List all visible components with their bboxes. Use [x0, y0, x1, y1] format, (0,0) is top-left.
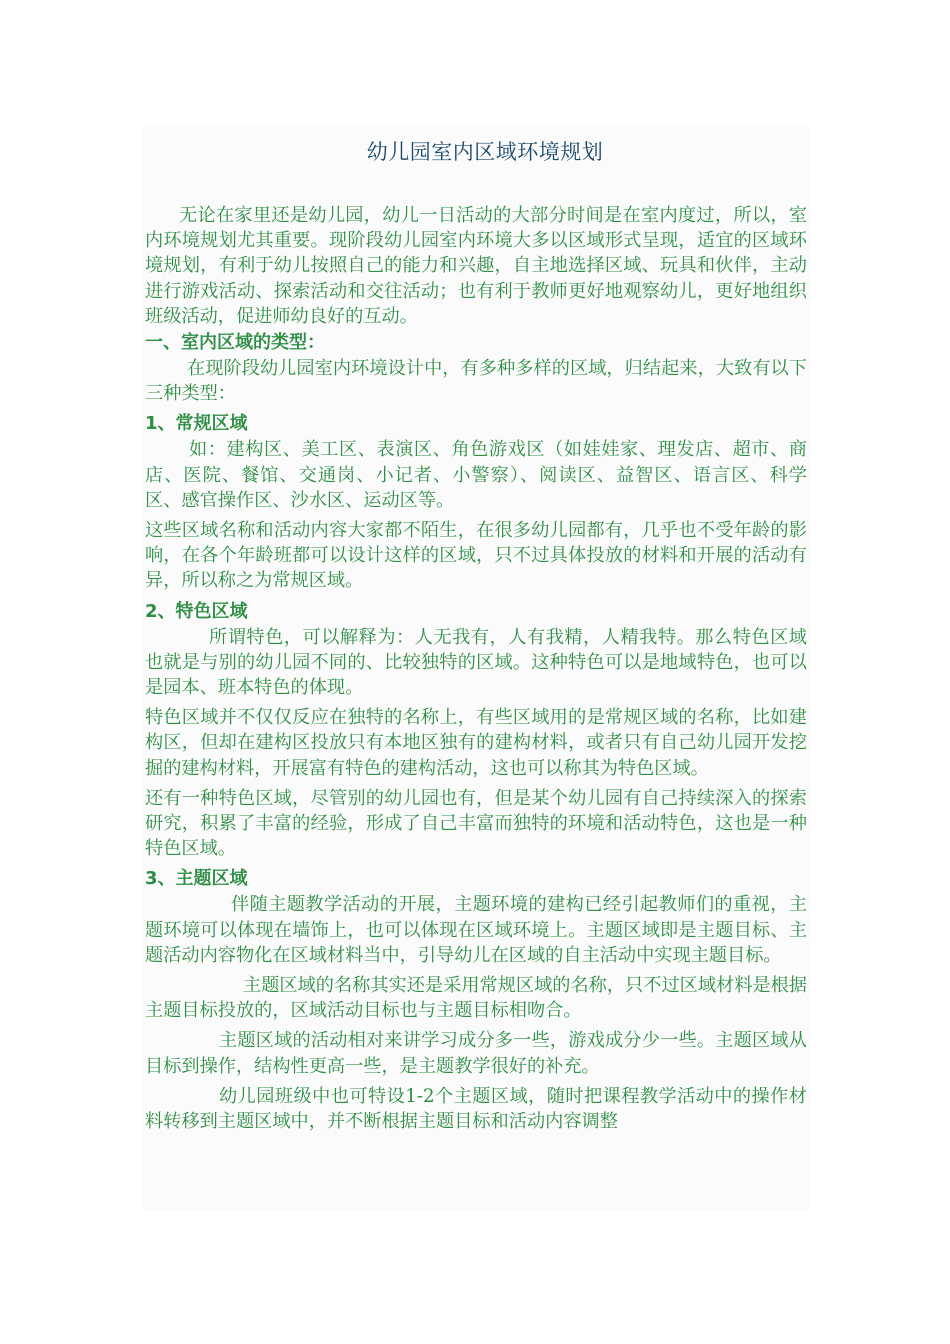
- regular-examples-paragraph: 如：建构区、美工区、表演区、角色游戏区（如娃娃家、理发店、超市、商店、医院、餐馆、交通岗、小记者、小警察）、阅读区、益智区、语言区、科学区、感官操作区、沙水区、运动区等。: [145, 439, 807, 511]
- featured-paragraph-1: 所谓特色，可以解释为：人无我有，人有我精，人精我特。那么特色区域也就是与别的幼儿园不同的、比较独特的区域。这种特色可以是地域特色，也可以是园本、班本特色的体现。: [145, 626, 807, 699]
- theme-paragraph-1: 伴随主题教学活动的开展，主题环境的建构已经引起教师们的重视，主题环境可以体现在墙饰上，也可以体现在区域环境上。主题区域即是主题目标、主题活动内容物化在区域材料当中，引导幼儿在区域的自主活动中实现主题目标。: [145, 894, 807, 966]
- theme-paragraph-4: 幼儿园班级中也可特设1-2个主题区域，随时把课程教学活动中的操作材料转移到主题区域中，并不断根据主题目标和活动内容调整: [145, 1085, 807, 1133]
- theme-paragraph-2: 主题区域的名称其实还是采用常规区域的名称，只不过区域材料是根据主题目标投放的，区域活动目标也与主题目标相吻合。: [145, 975, 807, 1022]
- section-heading-types: 一、室内区域的类型：: [145, 332, 325, 354]
- intro-paragraph: 无论在家里还是幼儿园，幼儿一日活动的大部分时间是在室内度过，所以，室内环境规划尤其重要。现阶段幼儿园室内环境大多以区域形式呈现，适宜的区域环境规划，有利于幼儿按照自己的能力和兴趣，自主地选择区域、玩具和伙伴，主动进行游戏活动、探索活动和交往活动；也有利于教师更好地观察幼儿，更好地组织班级活动，促进师幼良好的互动。: [145, 205, 807, 327]
- regular-description-paragraph: 这些区域名称和活动内容大家都不陌生，在很多幼儿园都有，几乎也不受年龄的影响，在各个年龄班都可以设计这样的区域，只不过具体投放的材料和开展的活动有异，所以称之为常规区域。: [145, 520, 807, 592]
- featured-paragraph-3: 还有一种特色区域，尽管别的幼儿园也有，但是某个幼儿园有自己持续深入的探索研究，积累了丰富的经验，形成了自己丰富而独特的环境和活动特色，这也是一种特色区域。: [145, 787, 807, 860]
- document-title: 幼儿园室内区域环境规划: [366, 140, 604, 164]
- section-heading-theme: 3、主题区域: [145, 868, 248, 890]
- section-types-paragraph: 在现阶段幼儿园室内环境设计中，有多种多样的区域，归结起来，大致有以下三种类型：: [145, 358, 807, 405]
- section-heading-featured: 2、特色区域: [145, 600, 248, 622]
- featured-paragraph-2: 特色区域并不仅仅反应在独特的名称上，有些区域用的是常规区域的名称，比如建构区，但却在建构区投放只有本地区独有的建构材料，或者只有自己幼儿园开发挖掘的建构材料，开展富有特色的建构活动，这也可以称其为特色区域。: [145, 707, 807, 779]
- document-body: [145, 203, 807, 1134]
- section-heading-regular: 1、常规区域: [145, 413, 248, 435]
- theme-paragraph-3: 主题区域的活动相对来讲学习成分多一些，游戏成分少一些。主题区域从目标到操作，结构性更高一些，是主题教学很好的补充。: [145, 1030, 807, 1077]
